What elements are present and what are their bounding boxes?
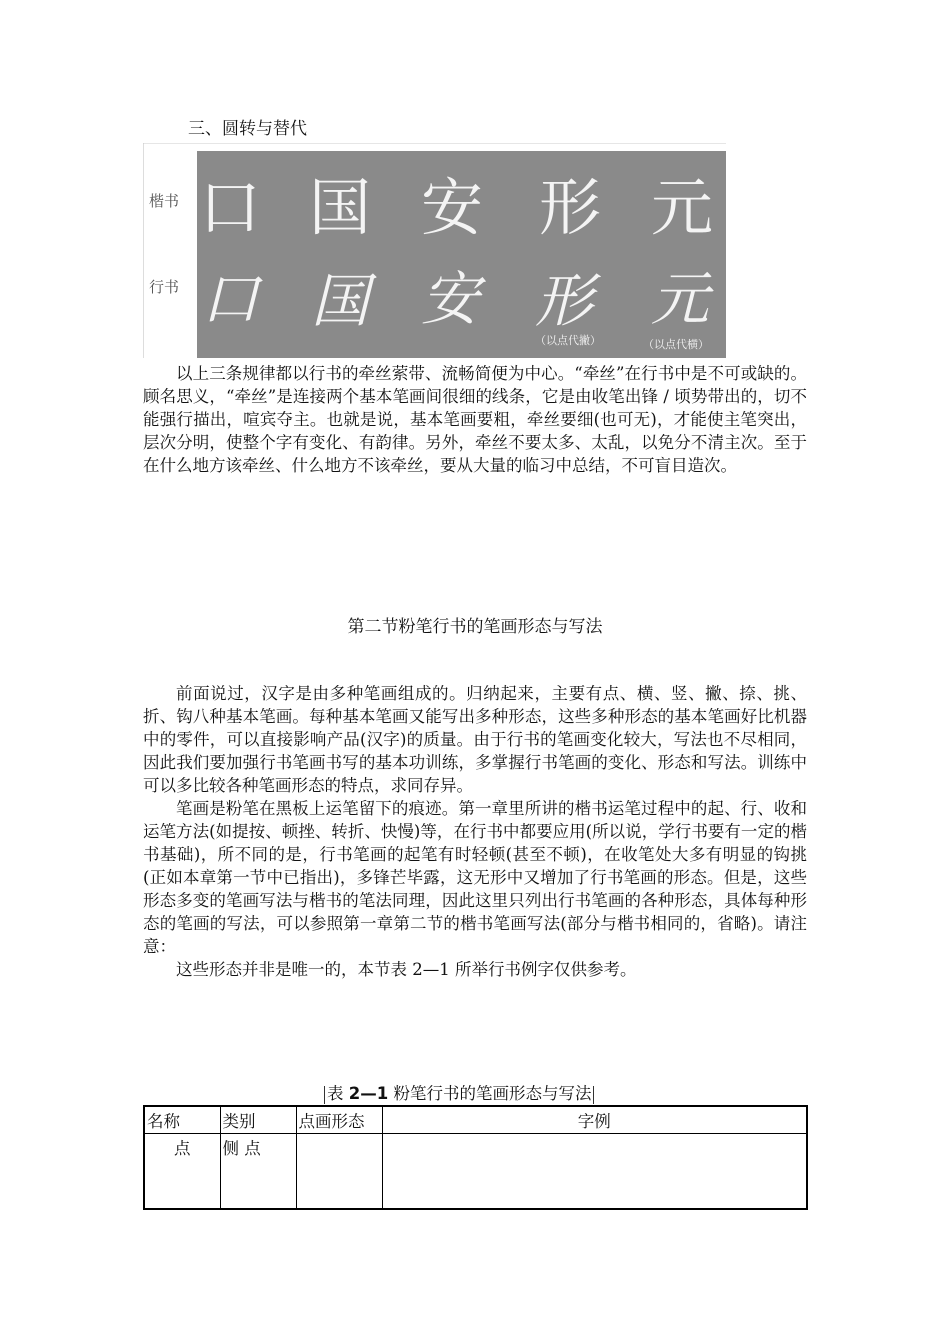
paragraph-3: 笔画是粉笔在黑板上运笔留下的痕迹。第一章里所讲的楷书运笔过程中的起、行、收和运笔方法(如提按、顿挫、转折、快慢)等，在行书中都要应用(所以说，学行书要有一定的楷书基础)，所不同的是，行书笔画的起笔有时轻顿(甚至不顿)，在收笔处大多有明显的钩挑(正如本章第一节中已指出)，多锋芒毕露，这无形中又增加了行书笔画的形态。但是，这些形态多变的笔画写法与楷书的笔法同理，因此这里只列出行书笔画的各种形态，具体每种形态的笔画的写法，可以参照第一章第二节的楷书笔画写法(部分与楷书相同的，省略)。请注意： [143,799,807,956]
xingshu-char-1: 口 [201,265,260,333]
paragraph-group-2 [143,682,807,981]
kaishu-char-1: 口 [199,171,262,244]
xingshu-char-4: 形 [535,267,594,335]
table-number: 2—1 [348,1084,389,1103]
stroke-table [143,1105,808,1210]
xingshu-char-2: 国 [311,267,370,335]
annotation-dot-for-heng: （以点代横） [643,338,709,351]
paragraph-1: 以上三条规律都以行书的牵丝萦带、流畅简便为中心。“牵丝”在行书中是不可或缺的。顾名思义，“牵丝”是连接两个基本笔画间很细的线条，它是由收笔出锋 / 顷势带出的，切不能强行描出，喧宾夺主。也就是说，基本笔画要粗，牵丝要细(也可无)，才能使主笔突出，层次分明，使整个字有变化、有韵律。另外，牵丝不要太多、太乱，以免分不清主次。至于在什么地方该牵丝、什么地方不该牵丝，要从大量的临习中总结，不可盲目造次。 [143,364,807,475]
paragraph-4: 这些形态并非是唯一的，本节表 2—1 所举行书例字仅供参考。 [176,960,637,979]
table-row [144,1134,807,1210]
cell-name: 点 [144,1134,220,1210]
cell-example [382,1134,807,1210]
paragraph-2: 前面说过，汉字是由多种笔画组成的。归纳起来，主要有点、横、竖、撇、捺、挑、折、钩八种基本笔画。每种基本笔画又能写出多种形态，这些多种形态的基本笔画好比机器中的零件，可以直接影响产品(汉字)的质量。由于行书的笔画变化较大，写法也不尽相同，因此我们要加强行书笔画书写的基本功训练，多掌握行书笔画的变化、形态和写法。训练中可以多比较各种笔画形态的特点，求同存异。 [143,684,807,795]
calligraphy-figure [143,143,726,358]
header-example: 字例 [382,1106,807,1134]
kaishu-char-5: 元 [651,171,714,244]
kaishu-char-3: 安 [421,171,484,244]
annotation-dot-for-pie: （以点代撇） [535,334,601,347]
row-label-xingshu: 行书 [149,278,180,296]
cell-form [296,1134,382,1210]
kaishu-char-2: 国 [309,171,372,244]
xingshu-char-3: 安 [421,265,480,333]
table-caption: 表 2—1 粉笔行书的笔画形态与写法 [322,1080,596,1104]
cell-category: 侧 点 [220,1134,296,1210]
subsection-heading: 三、圆转与替代 [188,119,307,139]
table-title: 粉笔行书的笔画形态与写法 [393,1084,592,1103]
section-title: 第二节粉笔行书的笔画形态与写法 [347,617,603,637]
xingshu-char-5: 元 [651,265,710,333]
header-form: 点画形态 [296,1106,382,1134]
table-header-row [144,1106,807,1134]
row-label-kaishu: 楷书 [149,192,180,210]
kaishu-char-4: 形 [539,171,602,244]
header-name: 名称 [144,1106,220,1134]
header-category: 类别 [220,1106,296,1134]
